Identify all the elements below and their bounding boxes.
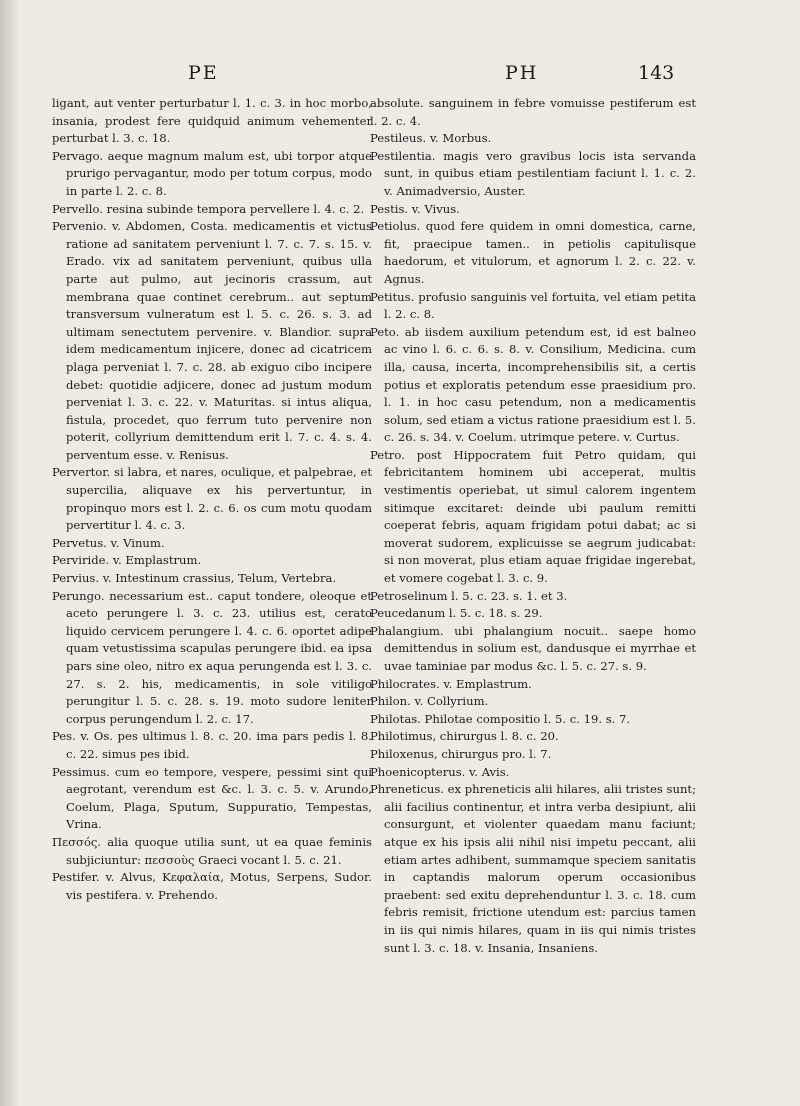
index-entry: ligant, aut venter perturbatur l. 1. c. 3. in hoc morbo, insania, prodest fere quidquid animum vehementer perturbat l. 3. c. 18. bbox=[52, 96, 372, 146]
index-entry: Pes. v. Os. pes ultimus l. 8. c. 20. ima pars pedis l. 8. c. 22. simus pes ibid. bbox=[52, 729, 372, 761]
index-entry: Perungo. necessarium est.. caput tondere, oleoque et aceto perungere l. 3. c. 23. utilius est, cerato liquido cervicem perungere l. 4. c. 6. oportet adipe quam vetustissima scapulas perungere ibid. ea ipsa pars sine oleo, nitro ex aqua perungenda est l. 3. c. 27. s. 2. his, medicamentis, in sole vitiligo perungitur l. 5. c. 28. s. 19. moto sudore leniter corpus perungendum l. 2. c. 17. bbox=[52, 588, 372, 726]
left-column bbox=[52, 95, 372, 904]
index-entry: Pervius. v. Intestinum crassius, Telum, Vertebra. bbox=[52, 571, 337, 586]
index-entry: absolute. sanguinem in febre vomuisse pestiferum est l. 2. c. 4. bbox=[370, 96, 696, 128]
running-header bbox=[0, 62, 800, 92]
index-entry: Pervenio. v. Abdomen, Costa. medicamentis et victus ratione ad sanitatem perveniunt l. 7. c. 7. s. 15. v. Erado. vix ad sanitatem perveniunt, quibus ulla parte aut pulmo, aut jecinoris crassum, aut membrana quae continet cerebrum.. aut septum transversum vulneratum est l. 5. c. 26. s. 3. ad ultimam senectutem pervenire. v. Blandior. supra idem medicamentum injicere, donec ad cicatricem plaga perveniat l. 7. c. 28. ab exiguo cibo incipere debet: quotidie adjicere, donec ad justum modum perveniat l. 3. c. 22. v. Maturitas. si intus aliqua, fistula, procedet, quo ferrum tuto pervenire non poterit, collyrium demittendum erit l. 7. c. 4. s. 4. perventum esse. v. Renisus. bbox=[52, 219, 372, 462]
index-entry: Pervago. aeque magnum malum est, ubi torpor atque prurigo pervagantur, modo per totum corpus, modo in parte l. 2. c. 8. bbox=[52, 148, 372, 198]
index-entry: Pervertor. si labra, et nares, oculique, et palpebrae, et supercilia, aliquave ex his pervertuntur, in propinquo mors est l. 2. c. 6. os cum motu quodam pervertitur l. 4. c. 3. bbox=[52, 465, 372, 533]
right-column bbox=[370, 95, 696, 957]
index-entry: Petiolus. quod fere quidem in omni domestica, carne, fit, praecipue tamen.. in petiolis capitulisque haedorum, et vitulorum, et agnorum l. 2. c. 22. v. Agnus. bbox=[370, 219, 696, 286]
index-entry: Philon. v. Collyrium. bbox=[370, 694, 489, 709]
index-entry: Petitus. profusio sanguinis vel fortuita, vel etiam petita l. 2. c. 8. bbox=[370, 289, 696, 322]
index-entry: Pestilentia. magis vero gravibus locis ista servanda sunt, in quibus etiam pestilentiam faciunt l. 1. c. 2. v. Animadversio, Auster. bbox=[370, 148, 696, 198]
index-entry: Pessimus. cum eo tempore, vespere, pessimi sint qui aegrotant, verendum est &c. l. 3. c. 5. v. Arundo, Coelum, Plaga, Sputum, Suppuratio, Tempestas, Vrina. bbox=[52, 764, 372, 832]
index-entry: Phoenicopterus. v. Avis. bbox=[370, 764, 510, 779]
index-entry: Pestis. v. Vivus. bbox=[370, 201, 460, 216]
index-entry: Πεσσός. alia quoque utilia sunt, ut ea quae feminis subjiciuntur: πεσσοὺς Graeci vocant l. 5. c. 21. bbox=[52, 834, 372, 867]
index-entry: Pestileus. v. Morbus. bbox=[370, 131, 492, 146]
index-entry: Phalangium. ubi phalangium nocuit.. saepe homo demittendus in solium est, dandusque ei myrrhae et uvae taminiae par modus &c. l. 5. c. 27. s. 9. bbox=[370, 623, 696, 673]
page-binding-shadow bbox=[0, 0, 18, 1106]
index-entry: Pervetus. v. Vinum. bbox=[52, 535, 165, 550]
index-entry: Pervello. resina subinde tempora pervellere l. 4. c. 2. bbox=[52, 201, 365, 216]
index-entry: Perviride. v. Emplastrum. bbox=[52, 553, 202, 568]
index-entry: Philotas. Philotae compositio l. 5. c. 19. s. 7. bbox=[370, 711, 631, 726]
index-entry: Philoxenus, chirurgus pro. l. 7. bbox=[370, 746, 552, 761]
index-entry: Peto. ab iisdem auxilium petendum est, id est balneo ac vino l. 6. c. 6. s. 8. v. Consilium, Medicina. cum illa, causa, incerta, incomprehensibilis sit, a certis potius et exploratis petendum esse praesidium pro. l. 1. in hoc casu petendum, non a medicamentis solum, sed etiam a victus ratione praesidium est l. 5. c. 26. s. 34. v. Coelum. utrimque petere. v. Curtus. bbox=[370, 324, 696, 445]
index-entry: Phreneticus. ex phreneticis alii hilares, alii tristes sunt; alii facilius continentur, et intra verba desipiunt, alii consurgunt, et violenter quaedam manu faciunt; atque ex his ipsis alii nihil nisi impetu peccant, alii etiam artes adhibent, summamque speciem sanitatis in captandis malorum operum occasionibus praebent: sed exitu deprehenduntur l. 3. c. 18. cum febris remisit, frictione utendum est: parcius tamen in iis qui nimis hilares, quam in iis qui nimis tristes sunt l. 3. c. 18. v. Insania, Insaniens. bbox=[370, 782, 696, 955]
index-entry: Philocrates. v. Emplastrum. bbox=[370, 676, 532, 691]
page-number: 143 bbox=[638, 62, 675, 84]
index-entry: Peucedanum l. 5. c. 18. s. 29. bbox=[370, 606, 543, 621]
index-entry: Petroselinum l. 5. c. 23. s. 1. et 3. bbox=[370, 588, 568, 603]
index-entry: Philotimus, chirurgus l. 8. c. 20. bbox=[370, 729, 559, 744]
header-left-guide: PE bbox=[188, 62, 219, 84]
header-right-guide: PH bbox=[505, 62, 539, 84]
index-entry: Petro. post Hippocratem fuit Petro quidam, qui febricitantem hominem ubi acceperat, multis vestimentis operiebat, ut simul calorem ingentem sitimque excitaret: deinde ubi paulum remitti coeperat febris, aquam frigidam potui dabat; ac si moverat sudorem, explicuisse se aegrum judicabat: si non moverat, plus etiam aquae frigidae ingerebat, et vomere cogebat l. 3. c. 9. bbox=[370, 447, 696, 586]
index-entry: Pestifer. v. Alvus, Κεφαλαία, Motus, Serpens, Sudor. vis pestifera. v. Prehendo. bbox=[52, 870, 372, 902]
